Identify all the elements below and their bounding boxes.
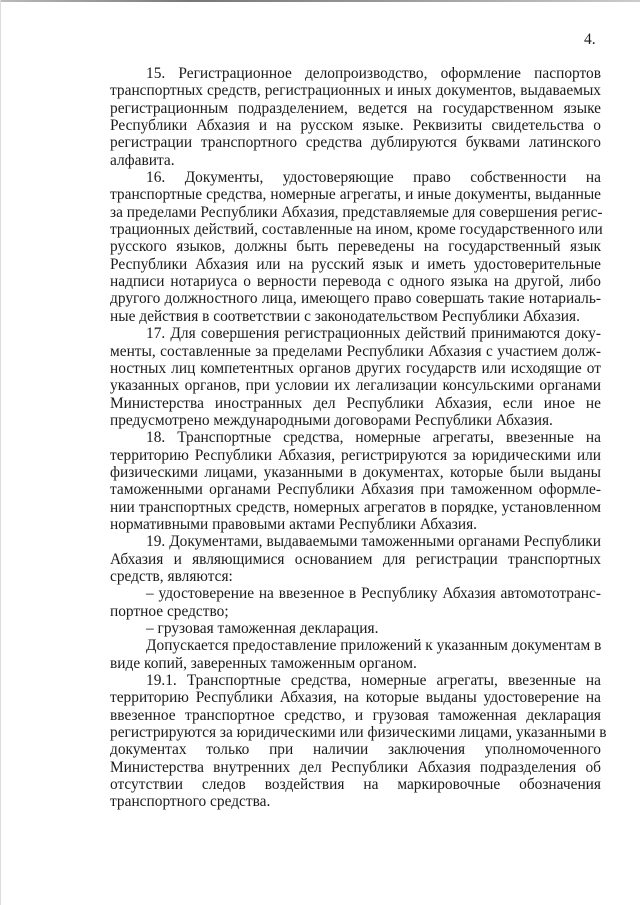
text-line: указанных органов, при условии их легализации консульскими органами [110,377,601,395]
text-line: 18. Транспортные средства, номерные агрегаты, ввезенные на [146,429,601,447]
text-line: предусмотрено международными договорами Республики Абхазия. [110,411,553,429]
scan-edge-top [0,0,640,2]
text-line: русского языков, должны быть переведены на государственный язык [110,238,601,256]
text-line: Республики Абхазия или на русский язык и иметь удостоверительные [110,255,601,273]
text-line: Допускается предоставление приложений к указанным документам в [146,637,602,655]
text-line: – грузовая таможенная декларация. [146,620,379,637]
paragraph [110,585,601,620]
text-line: Министерства внутренних дел Республики Абхазия подразделения об [110,758,601,776]
text-line: регистрационным подразделением, ведется на государственном языке [110,99,601,117]
text-line: Республики Абхазия и на русском языке. Реквизиты свидетельства о [110,117,601,135]
text-line: трационных действий, составленные на ином, кроме государственного или [110,221,603,239]
text-line: средств, являются: [110,567,233,585]
paragraph [110,637,601,672]
paragraph [110,65,601,169]
text-line: алфавита. [110,151,175,169]
text-line: 15. Регистрационное делопроизводство, оформление паспортов [146,65,601,82]
page-number: 4. [584,31,596,48]
text-line: виде копий, заверенных таможенным органом. [110,654,417,672]
paragraph [110,429,601,533]
text-line: транспортного средства. [110,793,271,811]
paragraph [110,672,607,811]
paragraph [110,620,601,637]
text-line: таможенными органами Республики Абхазия при таможенном оформле- [110,481,601,499]
text-line: надписи нотариуса о верности перевода с одного языка на другой, либо [110,273,601,291]
text-line: регистрации транспортного средства дублируются буквами латинского [110,134,601,152]
text-line: 16. Документы, удостоверяющие право собственности на [146,169,601,187]
text-line: ввезенное транспортное средство, и грузовая таможенная декларация [110,706,601,724]
paragraph [110,533,601,585]
text-line: 19.1. Транспортные средства, номерные агрегаты, ввезенные на [146,672,601,690]
text-line: документах только при наличии заключения уполномоченного [110,741,601,759]
text-line: физическими лицами, указанными в документах, которые были выданы [110,463,601,481]
text-line: отсутствии следов воздействия на маркировочные обозначения [110,776,601,794]
text-line: 17. Для совершения регистрационных действий принимаются доку- [146,325,601,343]
text-line: менты, составленные за пределами Республики Абхазия с участием долж- [110,342,601,360]
text-line: транспортных средств, регистрационных и иных документов, выдаваемых [110,82,601,100]
text-line: регистрируются за юридическими или физическими лицами, указанными в [110,724,607,742]
text-line: нии транспортных средств, номерных агрегатов в порядке, установленном [110,498,601,516]
paragraph [110,325,601,429]
text-line: ные действия в соответствии с законодательством Республики Абхазия. [110,307,580,325]
text-line: территорию Республики Абхазия, на которые выданы удостоверение на [110,689,601,707]
text-line: территорию Республики Абхазия, регистрируются за юридическими или [110,446,601,464]
scan-edge-left [0,0,1,905]
text-line: Министерства иностранных дел Республики Абхазия, если иное не [110,394,601,412]
text-line: за пределами Республики Абхазия, представляемые для совершения регис- [110,203,603,221]
document-body [110,65,607,811]
text-line: ностных лиц компетентных органов других государств или исходящие от [110,359,601,377]
text-line: 19. Документами, выдаваемыми таможенными органами Республики [146,533,601,551]
text-line: другого должностного лица, имеющего право совершать такие нотариаль- [110,290,601,308]
text-line: портное средство; [110,602,229,620]
paragraph [110,169,601,325]
text-line: транспортные средства, номерные агрегаты, и иные документы, выданные [110,186,601,204]
text-line: нормативными правовыми актами Республики Абхазия. [110,515,478,533]
text-line: Абхазия и являющимися основанием для регистрации транспортных [110,550,601,568]
text-line: – удостоверение на ввезенное в Республику Абхазия автомототранс- [146,585,601,603]
